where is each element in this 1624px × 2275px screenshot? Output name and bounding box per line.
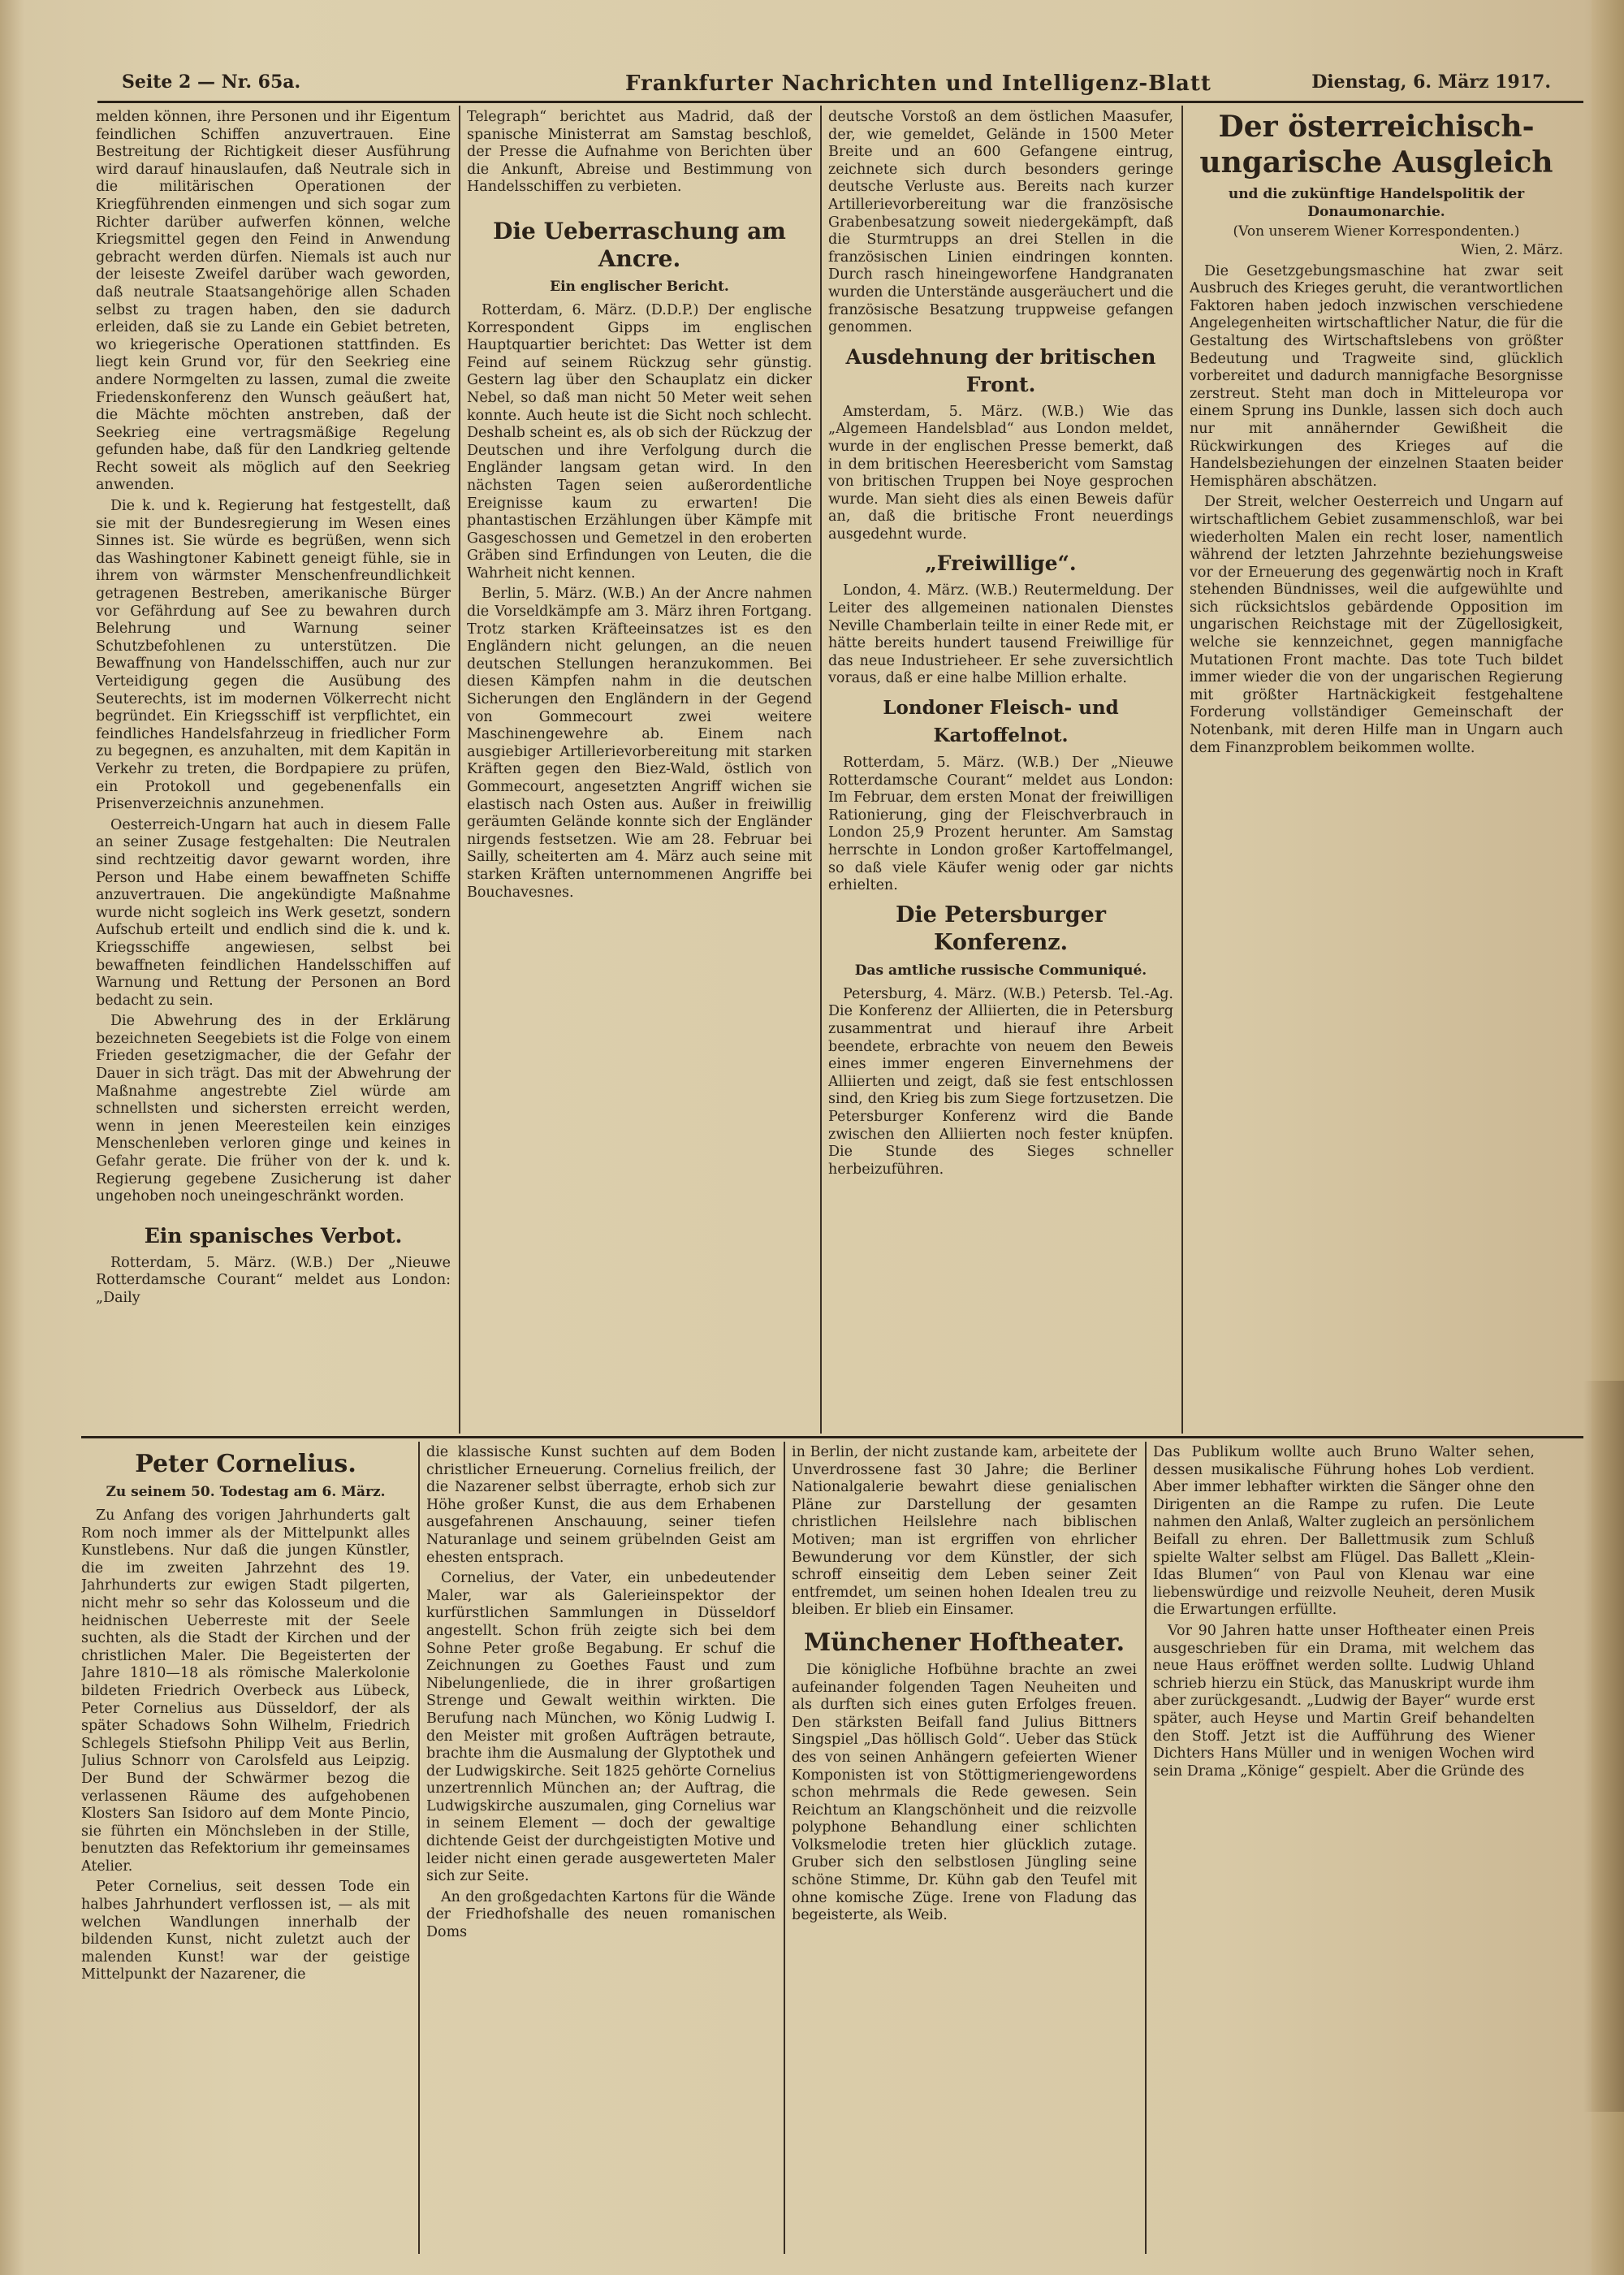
article-text: Berlin, 5. März. (W.B.) An der Ancre nahmen die Vorseldkämpfe am 3. März ihren Fortgang. Trotz starken Kräfteeinsatzes ist es den Engländern nicht gelungen, an die neuen deutschen Stellungen heranzukommen. Bei diesen Kämpfen nahm in die deutschen Sicherungen den Engländern in der Gegend von Gommecourt zwei weitere Maschinengewehre ab. Einem nach ausgiebiger Artillerievorbereitung mit starken Kräften gegen den Biez-Wald, östlich von Gommecourt, angesetzten Angriff wichen sie elastisch nach Osten aus. Außer in freiwillig geräumten Gelände konnte sich der Engländer nirgends festsetzen. Wie am 28. Februar bei Sailly, scheiterten am 4. März auch seine mit starken Kräften unternommenen Angriffe bei Bouchavesnes.	[467, 586, 812, 901]
article-text: die klassische Kunst suchten auf dem Boden christlicher Erneuerung. Cornelius freilich, der die Nazarener selbst überragte, erhob sich zur Höhe großer Kunst, die aus dem Erhabenen ausgefahrenen Anschauung, seiner tiefen Naturanlage und seinem grübelnden Geist am ehesten entsprach.	[426, 1444, 775, 1566]
headline-volunteers: „Freiwillige“.	[925, 551, 1077, 576]
article-text: melden können, ihre Personen und ihr Eigentum feindlichen Schiffen anzuvertrauen. Eine Bestreitung der Richtigkeit dieser Ausführung wird darauf hinauslaufen, daß Neutrale sich in die militärischen Operationen der Kriegführenden einmengen und sich sogar zum Richter darüber aufwerfen können, welche Kriegsmittel gegen den Feind in Anwendung gebracht werden dürfen. Niemals ist auch nur der leiseste Zweifel darüber wach geworden, daß neutrale Staatsangehörige allen Schaden selbst zu tragen haben, den sie dadurch erleiden, daß sie zu Lande ein Gebiet betreten, wo kriegerische Operationen stattfinden. Es liegt kein Grund vor, für den Seekrieg eine andere Normgelten zu lassen, zumal die zweite Friedenskonferenz den Wunsch geäußert hat, die Mächte möchten anstreben, daß der Seekrieg eine vertragsmäßige Regelung gefunden habe, daß für den Landkrieg geltende Recht soweit als möglich auf den Seekrieg anwenden.	[96, 109, 451, 494]
article-text: Peter Cornelius, seit dessen Tode ein halbes Jahrhundert verflossen ist, — als mit welchen Wandlungen innerhalb der bildenden Kunst, nicht zuletzt auch der malenden Kunst! war der geistige Mittelpunkt der Nazarener, die	[81, 1879, 410, 1983]
article-text: Petersburg, 4. März. (W.B.) Petersb. Tel.-Ag. Die Konferenz der Alliierten, die in Petersburg zusammentrat und hierauf ihre Arbeit beendete, erbrachte von neuem den Beweis eines immer engeren Einvernehmens der Alliierten und zeigt, daß sie fest entschlossen sind, den Krieg bis zum Siege fortzusetzen. Die Petersburger Konferenz wird die Bande zwischen den Alliierten noch fester knüpfen. Die Stunde des Sieges schneller herbeizuführen.	[828, 985, 1173, 1178]
article-text: London, 4. März. (W.B.) Reutermeldung. Der Leiter des allgemeinen nationalen Dienstes Neville Chamberlain teilte in einer Rede mit, er hätte bereits hundert tausend Freiwillige für das neue Industrieheer. Er sehe zuversichtlich voraus, daß er eine halbe Million erhalte.	[828, 582, 1173, 687]
feuilleton-column-2	[426, 1444, 775, 2248]
article-text: Die königliche Hofbühne brachte an zwei aufeinander folgenden Tagen Neuheiten und als durften sich eines guten Erfolges freuen. Den stärksten Beifall fand Julius Bittners Singspiel „Das höllisch Gold“. Ueber das Stück des von seinen Anhängern gefeierten Wiener Komponisten ist von Stöttigmeriengewordens schon mehrmals die Rede gewesen. Sein Reichtum an Klangschönheit und die reizvolle polyphone Behandlung einer schlichten Volksmelodie treten hier glücklich zutage. Gruber sich den selbstlosen Jüngling seine schöne Stimme, Dr. Kühn gab den Teufel mit ohne komische Züge. Irene von Fladung das begeisterte, als Weib.	[792, 1661, 1137, 1924]
column-3	[828, 109, 1173, 1433]
masthead-title: Frankfurter Nachrichten und Intelligenz-Blatt	[625, 71, 1212, 96]
column-4	[1190, 109, 1563, 1433]
headline-cornelius: Peter Cornelius.	[135, 1450, 356, 1478]
column-rule	[784, 1442, 785, 2254]
subheadline-cornelius: Zu seinem 50. Todestag am 6. März.	[106, 1484, 386, 1500]
subheadline-trade-policy: und die zukünftige Handelspolitik der Donaumonarchie.	[1228, 186, 1525, 220]
article-text: Das Publikum wollte auch Bruno Walter sehen, dessen musikalische Führung hohes Lob verdient. Aber immer lebhafter wirkten die Sänger ohne den Dirigenten an die Rampe zu rufen. Die Leute nahmen den Anlaß, Walter zugleich an persönlichem Beifall zu ehren. Der Ballettmusik zum Schluß spielte Walter selbst am Flügel. Das Ballett „Klein-Idas Blumen“ von Paul von Klenau war eine liebenswürdige und reizvolle Neuheit, deren Musik die Erwartungen erfüllte.	[1153, 1444, 1535, 1619]
article-text: Die k. und k. Regierung hat festgestellt, daß sie mit der Bundesregierung im Wesen eines Sinnes ist. Sie würde es begrüßen, wenn sich das Washingtoner Kabinett geneigt fühle, sie in ihrem von wärmster Menschenfreundlichkeit getragenen Bestreben, amerikanische Bürger vor Gefährdung auf See zu bewahren durch Belehrung und Warnung seiner Schutzbefohlenen zu unterstützen. Die Bewaffnung von Handelsschiffen, auch nur zur Verteidigung gegen die Ausübung des Seuterechts, ist im modernen Völkerrecht nicht begründet. Ein Kriegsschiff ist verpflichtet, ein feindliches Handelsfahrzeug in friedlicher Form zu begegnen, es anzuhalten, mit dem Kapitän in Verkehr zu treten, die Bordpapiere zu prüfen, ein Protokoll und gegebenenfalls ein Prisenverzeichnis anzunehmen.	[96, 498, 451, 813]
article-text: deutsche Vorstoß an dem östlichen Maasufer, der, wie gemeldet, Gelände in 1500 Meter Breite und an 600 Gefangene eintrug, zeichnete sich durch besonders geringe deutsche Verluste aus. Bereits nach kurzer Artillerievorbereitung war die französische Grabenbesatzung soweit niedergekämpft, daß die Sturmtrupps an drei Stellen in die französischen Linien eindringen konnten. Durch rasch hineingeworfene Handgranaten wurden die Unterstände ausgeräuchert und die französische Besatzung truppweise gefangen genommen.	[828, 109, 1173, 336]
article-text: Zu Anfang des vorigen Jahrhunderts galt Rom noch immer als der Mittelpunkt alles Kunstlebens. Nur daß die jungen Künstler, die im zweiten Jahrzehnt des 19. Jahrhunderts zur ewigen Stadt pilgerten, nicht mehr so sehr das Kolosseum und die heidnischen Ueberreste mit der Seele suchten, als die Stadt der Kirchen und der christlichen Maler. Die Begeisterten der Jahre 1810—18 als römische Malerkolonie bildeten Friedrich Overbeck aus Lübeck, Peter Cornelius aus Düsseldorf, der als später Schadows Sohn Wilhelm, Friedrich Schlegels Stiefsohn Philipp Veit aus Berlin, Julius Schnorr von Carolsfeld aus Leipzig. Der Bund der Schwärmer bezog die verlassenen Räume des aufgehobenen Klosters San Isidoro auf dem Monte Pincio, sie führten ein Mönchsleben in der Stille, benutzten das Refektorium ihr gemeinsames Atelier.	[81, 1507, 410, 1875]
headline-spanish-ban: Ein spanisches Verbot.	[144, 1223, 403, 1248]
article-text: Vor 90 Jahren hatte unser Hoftheater einen Preis ausgeschrieben für ein Drama, mit welchem das neue Haus eröffnet werden sollte. Ludwig Uhland schrieb hierzu ein Stück, das Manuskript wurde ihm aber zurückgesandt. „Ludwig der Bayer“ wurde erst später, auch Heyse und Martin Greif behandelten den Stoff. Jetzt ist die Aufführung des Wiener Dichters Hans Müller und in wenigen Wochen wird sein Drama „Könige“ gespielt. Aber die Gründe des	[1153, 1622, 1535, 1780]
article-text: Amsterdam, 5. März. (W.B.) Wie das „Algemeen Handelsblad“ aus London meldet, wurde in der englischen Presse bemerkt, daß in dem britischen Heeresbericht vom Samstag von britischen Truppen bei Noye gesprochen wurde. Man sieht dies als einen Beweis dafür an, daß die britische Front neuerdings ausgedehnt wurde.	[828, 403, 1173, 543]
feuilleton-column-4	[1153, 1444, 1535, 2248]
column-2	[467, 109, 812, 1433]
dateline: Wien, 2. März.	[1460, 242, 1563, 258]
page-header	[122, 71, 1583, 104]
article-text: Der Streit, welcher Oesterreich und Ungarn auf wirtschaftlichem Gebiet zusammenschloß, war bei wiederholten Malen ein recht loser, namentlich während der letzten Jahrzehnte beziehungsweise vor der Erneuerung des gegenwärtig noch in Kraft stehenden Bündnisses, weil die aufgewühlte und sich rücksichtslos gebärdende Opposition im ungarischen Reichstage mit der Zügellosigkeit, welche sie kennzeichnet, gegen mannigfache Mutationen Front machte. Das tote Tuch bildet immer wieder die von der ungarischen Regierung mit größter Hartnäckigkeit festgehaltene Forderung vollständiger Gemeinschaft der Notenbank, mit deren Hilfe man in Ungarn auch dem Finanzproblem beikommen wollte.	[1190, 494, 1563, 756]
headline-compromise: Der österreichisch-ungarische Ausgleich	[1199, 110, 1553, 179]
headline-ancre: Die Ueberraschung am Ancre.	[493, 217, 786, 272]
headline-london-shortage: Londoner Fleisch- und Kartoffelnot.	[883, 697, 1119, 747]
article-text: Rotterdam, 5. März. (W.B.) Der „Nieuwe Rotterdamsche Courant“ meldet aus London: Im Februar, dem ersten Monat der freiwilligen Rationierung, ging der Fleischverbrauch in London 25,9 Prozent herunter. Am Samstag herrschte in London großer Kartoffelmangel, so daß viele Käufer wenig oder gar nichts erhielten.	[828, 755, 1173, 894]
article-text: Rotterdam, 5. März. (W.B.) Der „Nieuwe Rotterdamsche Courant“ meldet aus London: „Daily	[96, 1254, 451, 1306]
headline-petersburg-conference: Die Petersburger Konferenz.	[895, 902, 1107, 955]
article-text: An den großgedachten Kartons für die Wände der Friedhofshalle des neuen romanischen Doms	[426, 1888, 775, 1941]
article-text: Oesterreich-Ungarn hat auch in diesem Falle an seiner Zusage festgehalten: Die Neutralen sind rechtzeitig davor gewarnt worden, ihre Person und Habe einem bewaffneten Schiffe anzuvertrauen. Die angekündigte Maßnahme wurde nicht sogleich ins Werk gesetzt, sondern Aufschub erteilt und endlich sind die k. und k. Kriegsschiffe angewiesen, selbst bei bewaffneten feindlichen Handelsschiffen auf Warnung und Rettung der Personen an Bord bedacht zu sein.	[96, 816, 451, 1009]
page-number: Seite 2 — Nr. 65a.	[122, 71, 301, 93]
column-rule	[459, 106, 460, 1434]
article-text: in Berlin, der nicht zustande kam, arbeitete der Unverdrossene fast 30 Jahre; die Berliner Nationalgalerie bewahrt diese genialischen Pläne zur Darstellung der gesamten christlichen Heilslehre nach biblischen Motiven; man ist ergriffen von ehrlicher Bewunderung vor dem Künstler, der sich schroff einseitig dem Leben seiner Zeit entfremdet, um seinen hohen Idealen treu zu bleiben. Er blieb ein Einsamer.	[792, 1444, 1137, 1619]
section-rule	[81, 1436, 1583, 1438]
issue-date: Dienstag, 6. März 1917.	[1311, 71, 1551, 93]
column-rule	[1181, 106, 1183, 1434]
subheadline-ancre: Ein englischer Bericht.	[550, 278, 729, 295]
headline-munich-theatre: Münchener Hoftheater.	[803, 1628, 1125, 1657]
paper-tear	[1583, 1381, 1624, 2112]
article-text: Cornelius, der Vater, ein unbedeutender Maler, war als Galerieinspektor der kurfürstlichen Sammlungen in Düsseldorf angestellt. Schon früh zeigte sich bei dem Sohne Peter große Begabung. Er schuf die Zeichnungen zu Goethes Faust und zum Nibelungenliede, die in ihrer großartigen Strenge und Gewalt weithin wirkten. Die Berufung nach München, wo König Ludwig I. den Meister mit großen Aufträgen betraute, brachte ihm die Ausmalung der Glyptothek und der Ludwigskirche. Seit 1825 gehörte Cornelius unzertrennlich München an; der Auftrag, die Ludwigskirche auszumalen, ging Cornelius war in seinem Element — doch der gewaltige dichtende Geist der durchgeistigten Motive und leider nicht einen gerade ausgewerteten Maler sich zur Seite.	[426, 1570, 775, 1885]
column-rule	[418, 1442, 420, 2254]
correspondent-line: (Von unserem Wiener Korrespondenten.)	[1233, 223, 1520, 240]
column-rule	[1145, 1442, 1147, 2254]
header-rule	[97, 101, 1583, 103]
feuilleton-column-1	[81, 1444, 410, 2248]
article-text: Rotterdam, 6. März. (D.D.P.) Der englische Korrespondent Gipps im englischen Hauptquartier berichtet: Das Wetter ist dem Feind auf seinem Rückzug sehr günstig. Gestern lag über den Schauplatz ein dicker Nebel, so daß man nicht 50 Meter weit sehen konnte. Auch heute ist die Sicht noch schlecht. Deshalb scheint es, als ob sich der Rückzug der Deutschen und ihre Verfolgung durch die Engländer langsam getan wird. In den nächsten Tagen seien außerordentliche Ereignisse kaum zu erwarten! Die phantastischen Erzählungen über Kämpfe mit Gasgeschossen und Gemetzel in den eroberten Gräben sind Erfindungen von Leuten, die die Wahrheit nicht kennen.	[467, 301, 812, 582]
subheadline-communique: Das amtliche russische Communiqué.	[854, 962, 1147, 979]
article-text: Telegraph“ berichtet aus Madrid, daß der spanische Ministerrat am Samstag beschloß, der Presse die Aufnahme von Berichten über die Ankunft, Abreise und Bestimmung von Handelsschiffen zu verbieten.	[467, 109, 812, 196]
feuilleton-column-3	[792, 1444, 1137, 2248]
column-rule	[820, 106, 822, 1434]
article-text: Die Gesetzgebungsmaschine hat zwar seit Ausbruch des Krieges geruht, die verantwortlichen Faktoren haben jedoch inzwischen verschiedene Angelegenheiten wirtschaftlicher Natur, die für die Gestaltung des Wirtschaftslebens von größter Bedeutung und Tragweite sind, glücklich vorbereitet und dadurch mannigfache Besorgnisse zerstreut. Steht man doch in Mitteleuropa vor einem Sprung ins Dunkle, lassen sich doch auch nur mit annähernder Gewißheit die Rückwirkungen des Krieges auf die Handelsbeziehungen der einzelnen Staaten beider Hemisphären abschätzen.	[1190, 262, 1563, 490]
column-1	[96, 109, 451, 1433]
headline-british-front: Ausdehnung der britischen Front.	[845, 344, 1156, 396]
article-text: Die Abwehrung des in der Erklärung bezeichneten Seegebiets ist die Folge von einem Frieden gesetzigmacher, die der Gefahr der Dauer in sich trägt. Das mit der Abwehrung der Maßnahme angestrebte Ziel würde am schnellsten und sichersten erreicht werden, wenn in jenen Meeresteilen kein einziges Menschenleben verloren ginge und keines in Gefahr gerate. Die früher von der k. und k. Regierung gegebene Zusicherung ist daher ungehoben noch uneingeschränkt worden.	[96, 1013, 451, 1205]
